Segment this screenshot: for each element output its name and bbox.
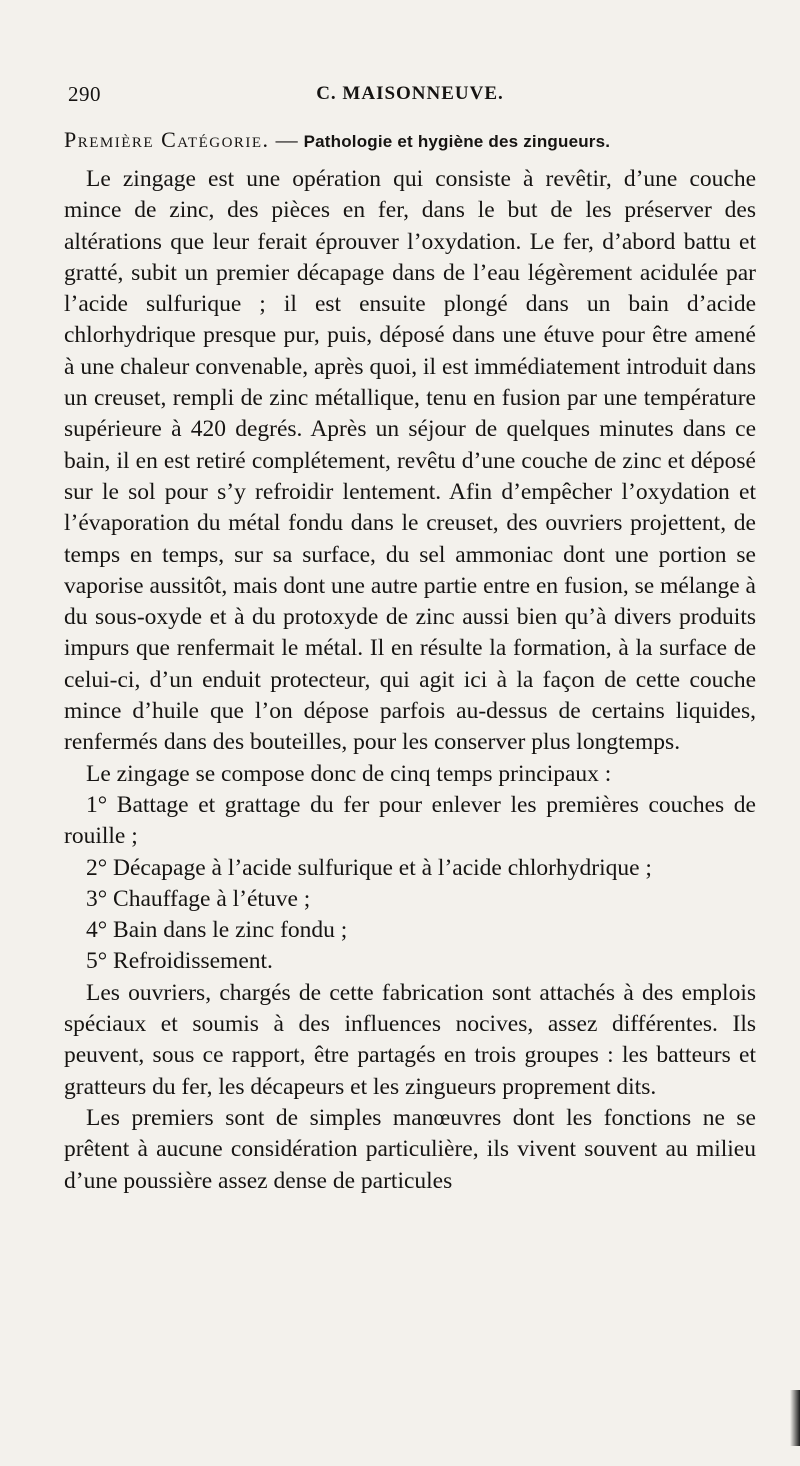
paragraph: Les ouvriers, chargés de cette fabrication sont attachés à des emplois spéciaux et soumis à des influences nocives, assez différentes. Ils peuvent, sous ce rapport, être partagés en trois groupes : les batteurs et gratteurs du fer, les décapeurs et les zingueurs proprement dits. — [64, 979, 756, 1100]
paragraph: Le zingage se compose donc de cinq temps principaux : — [86, 760, 612, 787]
section-heading — [64, 122, 756, 160]
body-text — [64, 164, 756, 1197]
list-item: 5° Refroidissement. — [86, 948, 273, 975]
running-head — [64, 72, 756, 116]
author-running-title: C. MAISONNEUVE. — [316, 83, 504, 104]
heading-dash: — — [275, 127, 298, 152]
section-subject: Pathologie et hygiène des zingueurs. — [303, 132, 611, 151]
category-label: Première Catégorie. — [64, 127, 270, 152]
paragraph: Le zingage est une opération qui consiste à revêtir, d’une couche mince de zinc, des pièces en fer, dans le but de les préserver des altérations que leur ferait éprouver l’oxydation. Le fer, d’abord battu et gratté, subit un premier décapage dans de l’eau légèrement acidulée par l’acide sulfurique ; il est ensuite plongé dans un bain d’acide chlorhydrique presque pur, puis, déposé dans une étuve pour être amené à une chaleur convenable, après quoi, il est immédiatement introduit dans un creuset, rempli de zinc métallique, tenu en fusion par une température supérieure à 420 degrés. Après un séjour de quelques minutes dans ce bain, il en est retiré complétement, revêtu d’une couche de zinc et déposé sur le sol pour s’y refroidir lentement. Afin d’empêcher l’oxydation et l’évaporation du métal fondu dans le creuset, des ouvriers projettent, de temps en temps, sur sa surface, du sel ammoniac dont une portion se vaporise aussitôt, mais dont une autre partie entre en fusion, se mélange à du sous-oxyde et à du protoxyde de zinc aussi bien qu’à divers produits impurs que renfermait le métal. Il en résulte la formation, à la surface de celui-ci, d’un enduit protecteur, qui agit ici à la façon de cette couche mince d’huile que l’on dépose parfois au-dessus de certains liquides, renfermés dans des bouteilles, pour les conserver plus longtemps. — [64, 166, 756, 756]
list-item: 2° Décapage à l’acide sulfurique et à l’acide chlorhydrique ; — [86, 854, 652, 881]
list-item: 4° Bain dans le zinc fondu ; — [86, 917, 348, 944]
scan-edge-mark — [790, 1390, 800, 1446]
list-item: 1° Battage et grattage du fer pour enlever les premières couches de rouille ; — [64, 791, 756, 850]
list-item: 3° Chauffage à l’étuve ; — [86, 885, 311, 912]
page-number: 290 — [68, 82, 101, 106]
paragraph: Les premiers sont de simples manœuvres dont les fonctions ne se prêtent à aucune considération particulière, ils vivent souvent au milieu d’une poussière assez dense de particules — [64, 1104, 756, 1194]
